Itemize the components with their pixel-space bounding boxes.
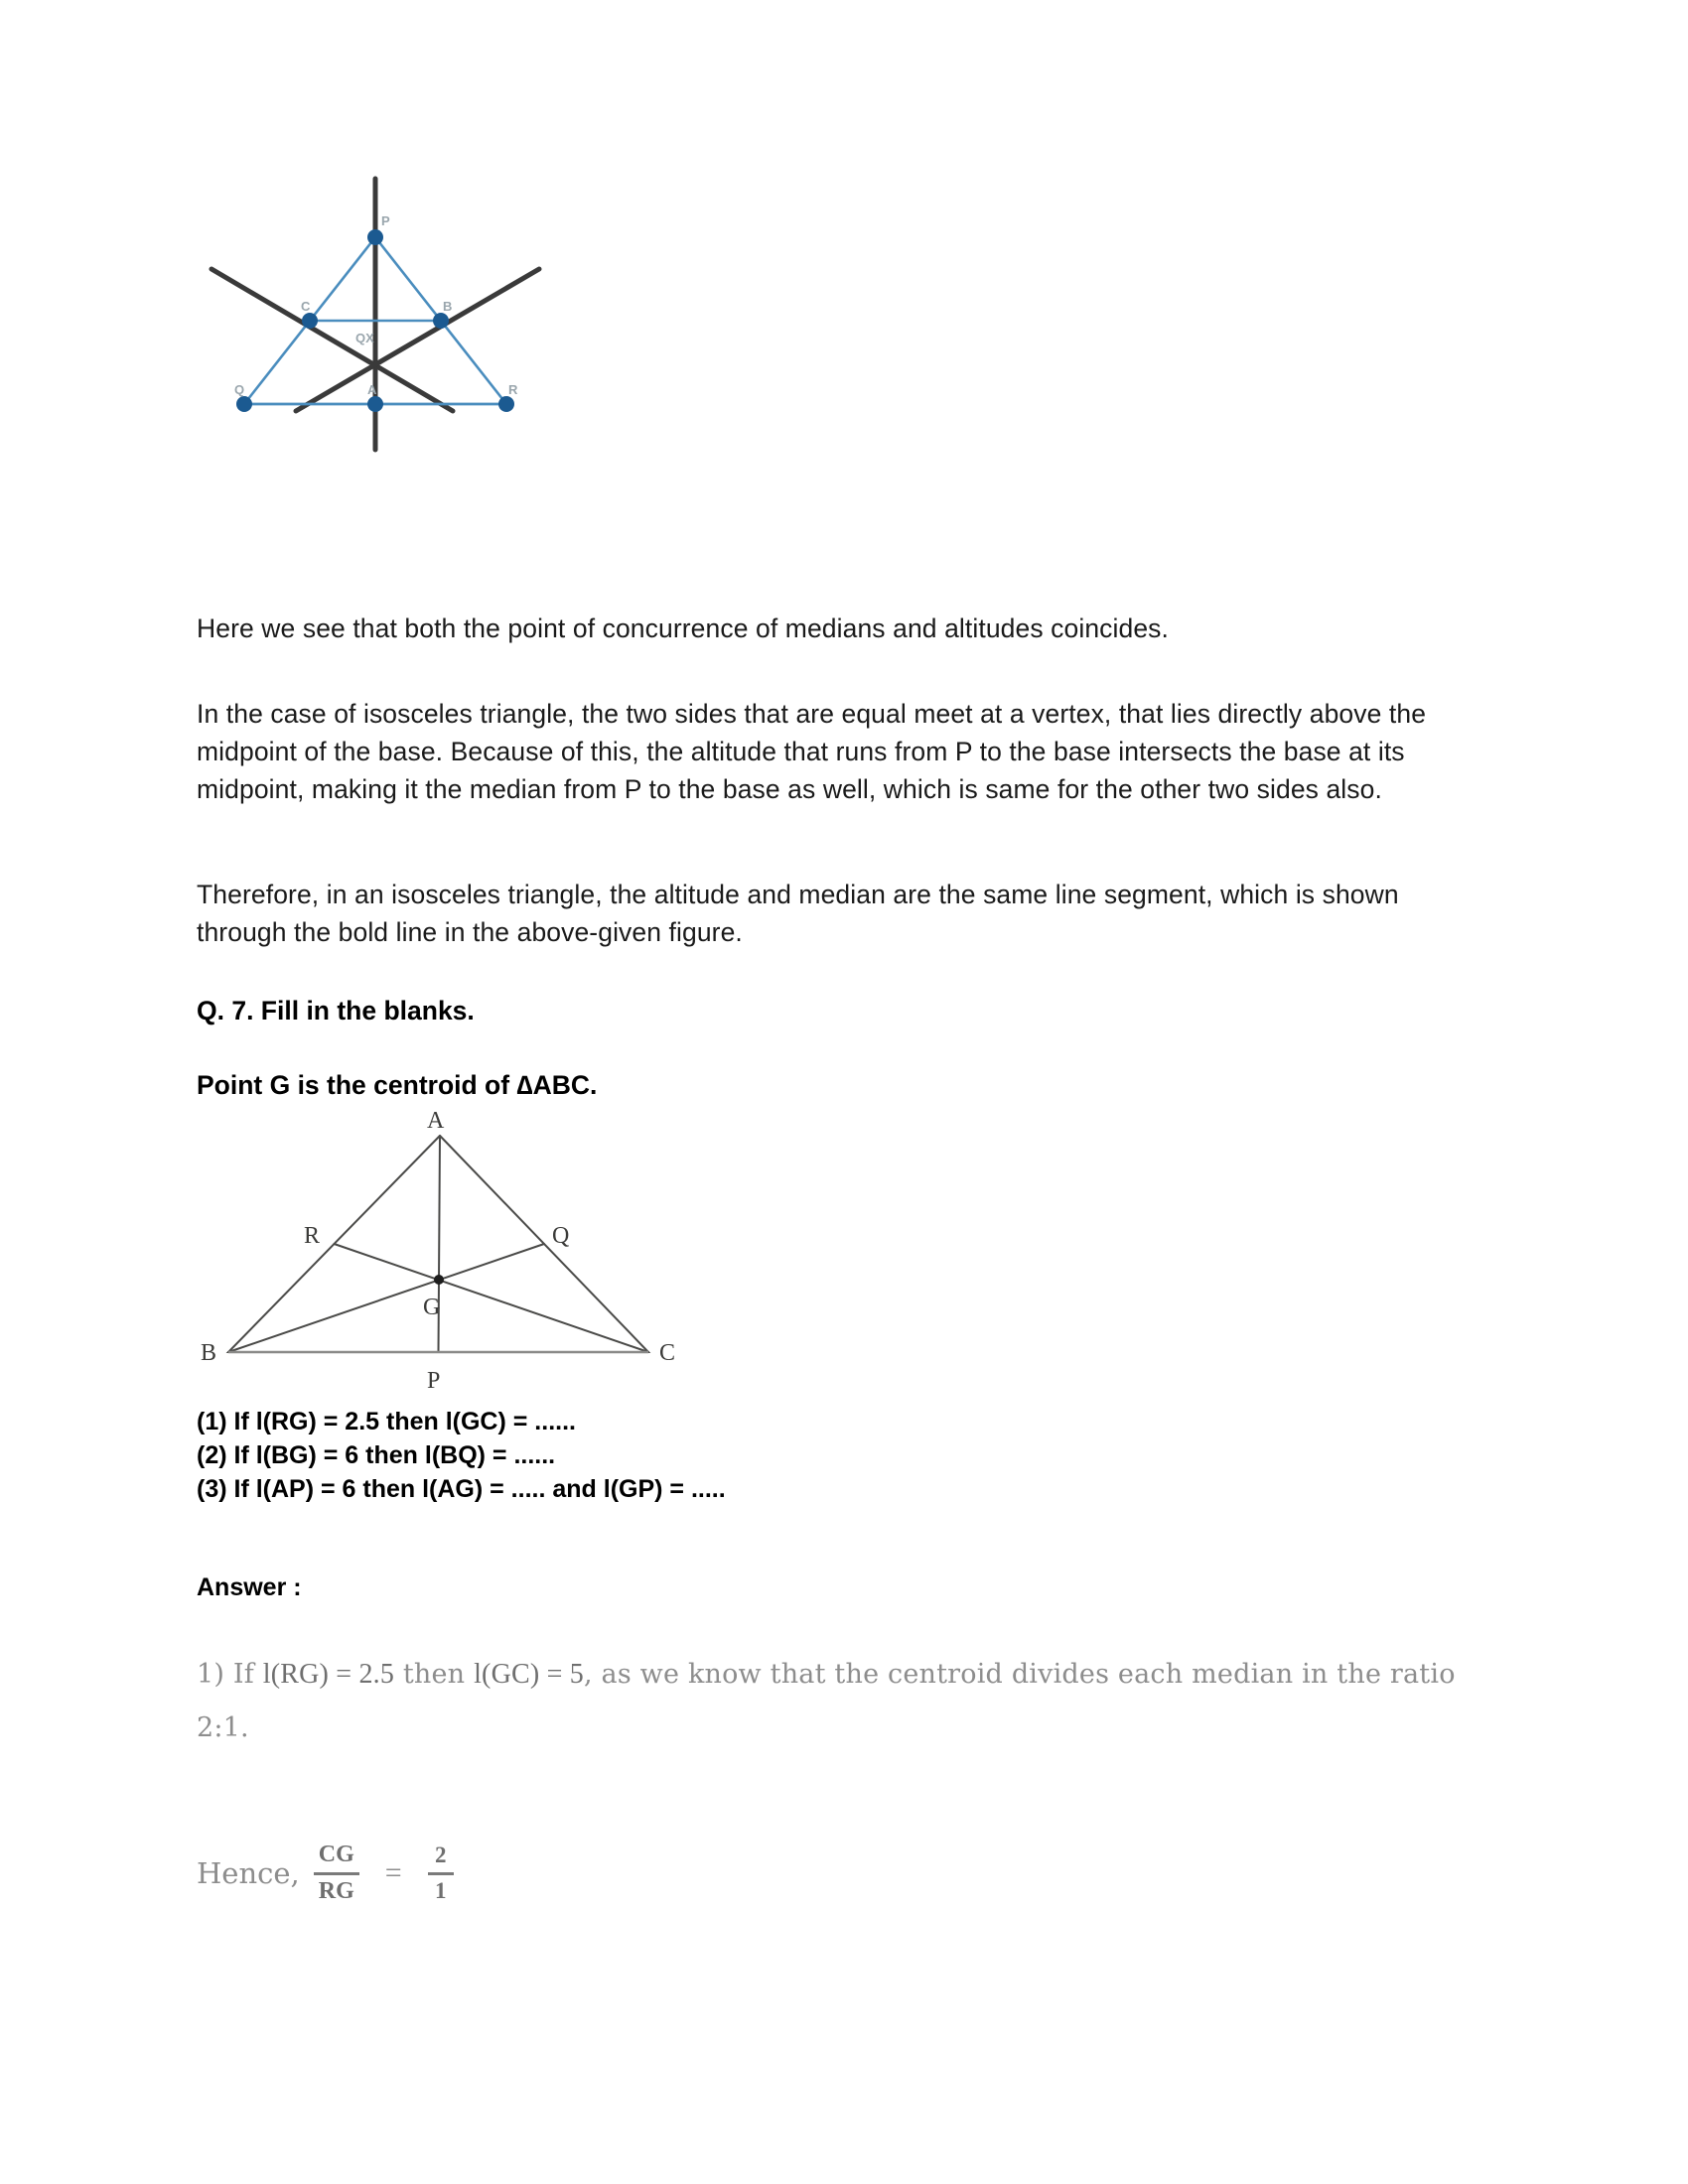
fraction-cg-rg: [314, 1842, 359, 1905]
figure1-point-C: [302, 313, 318, 329]
fraction-bar-2: [428, 1872, 454, 1875]
figure1-label-centroid: QX: [355, 331, 374, 345]
figure1-point-A: [367, 396, 383, 412]
blank-item-1: (1) If l(RG) = 2.5 then l(GC) = ......: [197, 1408, 576, 1435]
paragraph-concurrence: Here we see that both the point of concurrence of medians and altitudes coincides.: [197, 614, 1169, 643]
answer-body: [197, 1648, 1497, 1755]
blank-item-2: (2) If l(BG) = 6 then l(BQ) = ......: [197, 1441, 556, 1469]
fraction-denominator-1: 1: [434, 1877, 447, 1903]
fraction-numerator-2: 2: [434, 1843, 447, 1868]
fraction-denominator-rg: RG: [318, 1877, 354, 1904]
answer-line1-math1: l(RG) = 2.5: [262, 1659, 395, 1690]
figure2-label-A: A: [427, 1108, 445, 1134]
figure2-label-B: B: [201, 1340, 217, 1366]
paragraph-conclusion: Therefore, in an isosceles triangle, the altitude and median are the same line segment, which is shown through the bold line in the above-given figure.: [197, 880, 1399, 947]
fill-in-blanks-list: [197, 1405, 726, 1506]
figure1-label-P: P: [381, 213, 390, 228]
answer-line1-math2: l(GC) = 5: [474, 1659, 584, 1690]
answer-line1-mid: then: [394, 1659, 475, 1690]
figure1-label-B: B: [443, 299, 453, 314]
answer-line1-suffix: , as we know that the centroid divides each: [583, 1659, 1184, 1690]
figure2-label-P: P: [427, 1368, 441, 1392]
fraction-numerator-cg: CG: [318, 1842, 354, 1867]
blank-item-3: (3) If l(AP) = 6 then l(AG) = ..... and l(GP) = .....: [197, 1475, 726, 1503]
answer-line1-prefix: 1) If: [197, 1659, 263, 1690]
figure2-label-R: R: [304, 1223, 321, 1249]
figure2-label-C: C: [659, 1340, 676, 1366]
figure2-label-G: G: [423, 1295, 441, 1320]
figure-isosceles-medians-altitudes: [197, 164, 594, 551]
answer-heading: Answer :: [197, 1573, 302, 1601]
figure1-label-C: C: [301, 299, 311, 314]
figure1-point-P: [367, 229, 383, 245]
hence-ratio-row: [197, 1842, 458, 1905]
figure2-centroid-point: [434, 1275, 444, 1285]
fraction-2-1: [428, 1843, 454, 1904]
answer-line2: median in the ratio 2:1.: [197, 1659, 1456, 1743]
figure1-point-R: [498, 396, 514, 412]
hence-label: Hence,: [197, 1856, 300, 1891]
figure1-point-Q: [236, 396, 252, 412]
figure1-label-Q: Q: [234, 382, 245, 397]
equals-sign: =: [384, 1856, 402, 1890]
paragraph-isosceles-explanation: In the case of isosceles triangle, the two sides that are equal meet at a vertex, that lies directly above the midpoint of the base. Because of this, the altitude that runs from P to the base intersects the base at its midpoint, making it the median from P to the base as well, which is same for the other two sides also.: [197, 699, 1427, 804]
figure-triangle-abc-centroid: [197, 1104, 713, 1392]
figure1-label-R: R: [508, 382, 518, 397]
given-statement: Point G is the centroid of ∆ABC.: [197, 1070, 598, 1100]
figure2-label-Q: Q: [552, 1223, 570, 1249]
figure1-point-B: [433, 313, 449, 329]
fraction-bar: [314, 1872, 359, 1875]
question-heading: Q. 7. Fill in the blanks.: [197, 996, 475, 1025]
figure1-label-A: A: [367, 382, 377, 397]
